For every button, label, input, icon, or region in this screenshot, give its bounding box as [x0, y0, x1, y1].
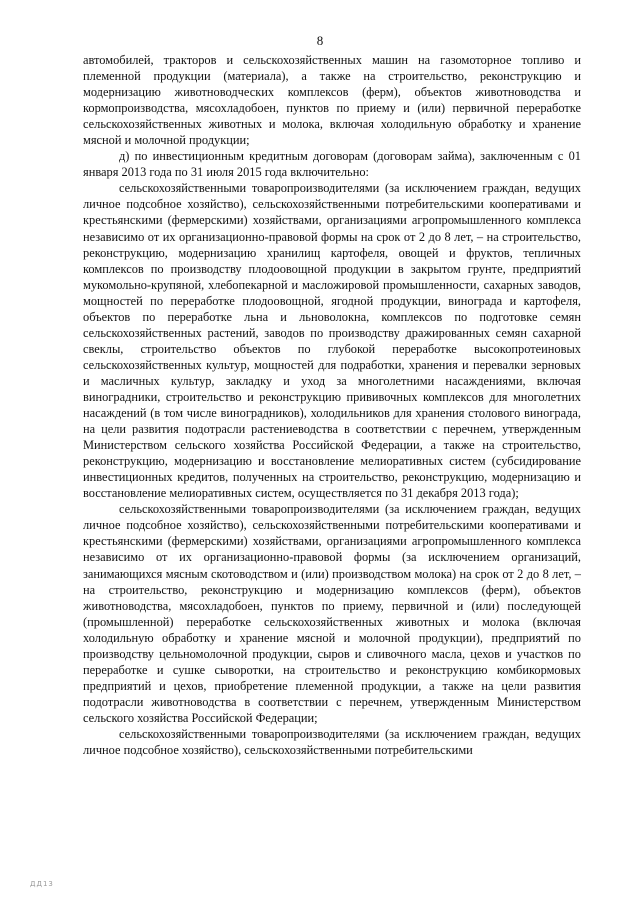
- footer-mark: ДД13: [30, 880, 54, 888]
- paragraph-crop-production: сельскохозяйственными товаропроизводителями (за исключением граждан, ведущих личное подсобное хозяйство), сельскохозяйственными потребительскими кооперативами и крестьянскими (фермерскими) хозяйствами, организациями агропромышленного комплекса независимо от их организационно-правовой формы на срок от 2 до 8 лет, – на строительство, реконструкцию, модернизацию хранилищ картофеля, овощей и фруктов, тепличных комплексов по производству плодоовощной продукции в закрытом грунте, предприятий мукомольно-крупяной, хлебопекарной и масложировой промышленности, сахарных заводов, мощностей по переработке плодоовощной, ягодной продукции, винограда и картофеля, объектов по переработке льна и льноволокна, комплексов по подготовке семян сельскохозяйственных растений, заводов по производству дражированных семян сахарной свеклы, строительство объектов по глубокой переработке высокопротеиновых сельскохозяйственных культур, мощностей для подработки, хранения и перевалки зерновых и масличных культур, закладку и уход за многолетними насаждениями, включая виноградники, строительство и реконструкцию прививочных комплексов для многолетних насаждений (в том числе виноградников), холодильников для хранения столового винограда, на цели развития подотрасли растениеводства в соответствии с перечнем, утвержденным Министерством сельского хозяйства Российской Федерации, а также на строительство, реконструкцию, модернизацию и восстановление мелиоративных систем (субсидирование инвестиционных кредитов, полученных на строительство, реконструкцию, модернизацию и восстановление мелиоративных систем, осуществляется по 31 декабря 2013 года);: [83, 181, 581, 501]
- document-body: [83, 52, 581, 758]
- page-number: 8: [316, 33, 324, 48]
- paragraph-continuation: автомобилей, тракторов и сельскохозяйственных машин на газомоторное топливо и племенной продукции (материала), а также на строительство, реконструкцию и модернизацию животноводческих комплексов (ферм), объектов животноводства и кормопроизводства, мясохладобоен, пунктов по приему и (или) первичной переработке сельскохозяйственных животных и молока, включая холодильную обработку и хранение мясной и молочной продукции;: [83, 53, 581, 148]
- paragraph-livestock: сельскохозяйственными товаропроизводителями (за исключением граждан, ведущих личное подсобное хозяйство), сельскохозяйственными потребительскими кооперативами и крестьянскими (фермерскими) хозяйствами, организациями агропромышленного комплекса независимо от их организационно-правовой формы (за исключением организаций, занимающихся мясным скотоводством и (или) производством молока) на срок от 2 до 8 лет, – на строительство, реконструкцию и модернизацию комплексов (ферм), объектов животноводства, мясохладобоен, пунктов по приему, первичной и (или) последующей (промышленной) переработке сельскохозяйственных животных и молока (включая холодильную обработку и хранение мясной и молочной продукции), предприятий по производству цельномолочной продукции, сыров и сливочного масла, цехов и участков по переработке и сушке сыворотки, на строительство и реконструкцию комбикормовых предприятий и цехов, приобретение племенной продукции, а также на цели развития подотрасли животноводства в соответствии с перечнем, утвержденным Министерством сельского хозяйства Российской Федерации;: [83, 502, 581, 725]
- paragraph-clause-d: д) по инвестиционным кредитным договорам (договорам займа), заключенным с 01 января 2013 года по 31 июля 2015 года включительно:: [83, 149, 581, 180]
- paragraph-producers-continued: сельскохозяйственными товаропроизводителями (за исключением граждан, ведущих личное подсобное хозяйство), сельскохозяйственными потребительскими: [83, 726, 581, 758]
